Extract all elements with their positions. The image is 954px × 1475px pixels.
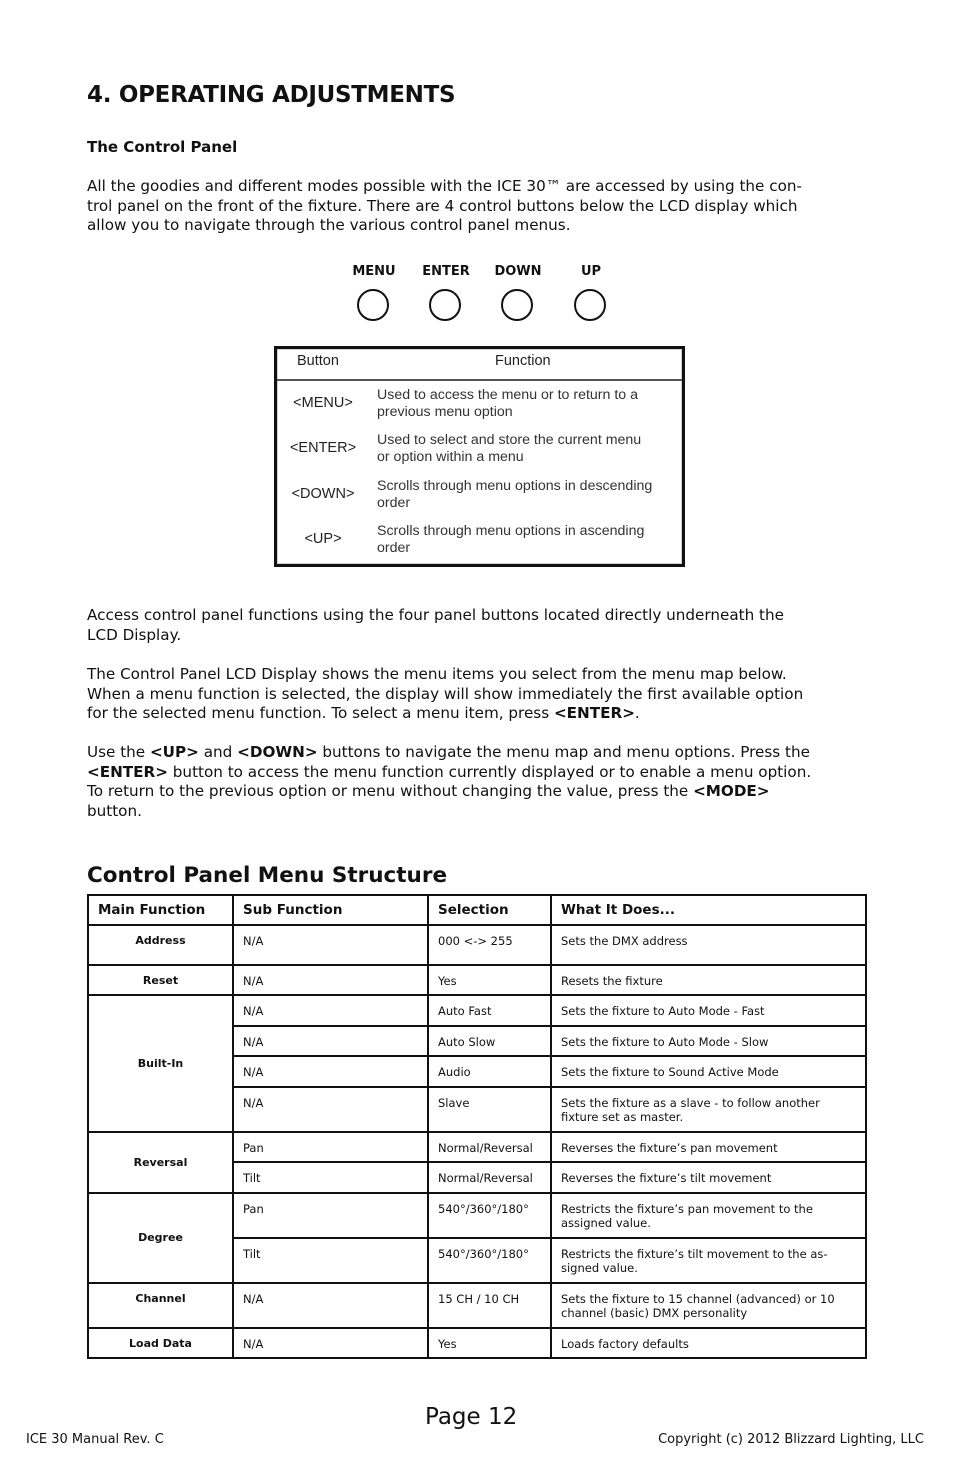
down-key-ref: <DOWN> xyxy=(237,743,318,761)
enter-key-ref: <ENTER> xyxy=(87,762,168,781)
table-row xyxy=(88,925,866,965)
desc-line: or option within a menu xyxy=(377,449,524,465)
desc-line: fixture set as master. xyxy=(561,1110,684,1124)
function-desc xyxy=(377,478,677,512)
enter-key-ref: <ENTER> xyxy=(553,704,635,722)
para-line: button. xyxy=(87,801,142,820)
function-table-header xyxy=(277,349,682,381)
table-row xyxy=(88,1328,866,1359)
desc-line: Sets the fixture to 15 channel (advanced) or 10 xyxy=(561,1291,835,1306)
description-cell: Resets the fixture xyxy=(551,965,866,996)
footer-manual-rev: ICE 30 Manual Rev. C xyxy=(26,1432,164,1447)
para-text: . xyxy=(634,704,640,722)
description-cell xyxy=(551,1283,866,1328)
para-line xyxy=(87,763,887,783)
down-button-label: DOWN xyxy=(494,264,542,279)
desc-line: order xyxy=(377,540,411,556)
description-cell: Reverses the fixture’s tilt movement xyxy=(551,1162,866,1193)
sub-function-cell: N/A xyxy=(233,1087,428,1132)
intro-line: trol panel on the front of the fixture. There are 4 control buttons below the LCD display which xyxy=(87,196,798,215)
selection-cell: Auto Slow xyxy=(428,1026,551,1057)
intro-paragraph xyxy=(87,177,877,236)
desc-line: Used to select and store the current menu xyxy=(377,432,642,448)
menu-structure-title: Control Panel Menu Structure xyxy=(87,863,448,888)
desc-line: order xyxy=(377,495,411,511)
desc-line: assigned value. xyxy=(561,1216,651,1230)
selection-cell: Yes xyxy=(428,965,551,996)
lcd-paragraph xyxy=(87,665,877,724)
sub-function-cell: N/A xyxy=(233,1056,428,1087)
main-function-cell: Degree xyxy=(88,1193,233,1283)
para-line: When a menu function is selected, the display will show immediately the first available option xyxy=(87,684,804,703)
table-header-row xyxy=(88,895,866,925)
para-text: button to access the menu function currently displayed or to enable a menu option. xyxy=(167,762,812,781)
page-heading: 4. OPERATING ADJUSTMENTS xyxy=(87,82,456,108)
section-title: The Control Panel xyxy=(87,138,238,156)
selection-cell: Yes xyxy=(428,1328,551,1359)
para-text: and xyxy=(198,743,238,761)
description-cell: Sets the fixture to Sound Active Mode xyxy=(551,1056,866,1087)
selection-cell: 15 CH / 10 CH xyxy=(428,1283,551,1328)
function-row-down xyxy=(277,478,682,523)
col-header: Sub Function xyxy=(233,895,428,925)
col-header: Main Function xyxy=(88,895,233,925)
description-cell: Loads factory defaults xyxy=(551,1328,866,1359)
para-text: To return to the previous option or menu without changing the value, press the xyxy=(87,782,694,800)
up-button-icon xyxy=(574,289,606,321)
desc-line: Sets the fixture as a slave - to follow another xyxy=(561,1095,820,1110)
col-header: Selection xyxy=(428,895,551,925)
selection-cell: 000 <-> 255 xyxy=(428,925,551,965)
description-cell xyxy=(551,1193,866,1238)
table-row xyxy=(88,965,866,996)
para-text: for the selected menu function. To select a menu item, press xyxy=(87,704,554,722)
main-function-cell: Reset xyxy=(88,965,233,996)
desc-line: Restricts the fixture’s pan movement to the xyxy=(561,1201,813,1216)
sub-function-cell: Tilt xyxy=(233,1238,428,1283)
up-key-ref: <UP> xyxy=(149,743,199,761)
selection-cell: Slave xyxy=(428,1087,551,1132)
intro-line: All the goodies and different modes possible with the ICE 30™ are accessed by using the con- xyxy=(87,177,802,195)
main-function-cell: Load Data xyxy=(88,1328,233,1359)
table-row xyxy=(88,1132,866,1163)
selection-cell: Audio xyxy=(428,1056,551,1087)
mode-key-ref: <MODE> xyxy=(693,782,770,800)
para-text: buttons to navigate the menu map and menu options. Press the xyxy=(317,743,810,761)
description-cell xyxy=(551,1238,866,1283)
desc-line: channel (basic) DMX personality xyxy=(561,1306,748,1320)
sub-function-cell: N/A xyxy=(233,995,428,1026)
button-function-table xyxy=(274,346,685,567)
description-cell xyxy=(551,1087,866,1132)
function-row-up xyxy=(277,523,682,568)
selection-cell: Normal/Reversal xyxy=(428,1132,551,1163)
para-text: Use the xyxy=(87,743,150,761)
desc-line: Scrolls through menu options in descending xyxy=(377,478,653,494)
col-header: What It Does... xyxy=(551,895,866,925)
sub-function-cell: N/A xyxy=(233,965,428,996)
sub-function-cell: N/A xyxy=(233,1328,428,1359)
description-cell: Sets the DMX address xyxy=(551,925,866,965)
selection-cell: Normal/Reversal xyxy=(428,1162,551,1193)
desc-line: Used to access the menu or to return to a xyxy=(377,387,639,403)
page-number: Page 12 xyxy=(425,1404,518,1430)
desc-line: Restricts the fixture’s tilt movement to the as- xyxy=(561,1246,828,1261)
selection-cell: 540°/360°/180° xyxy=(428,1238,551,1283)
enter-button-icon xyxy=(429,289,461,321)
header-button: Button xyxy=(297,353,339,369)
sub-function-cell: N/A xyxy=(233,925,428,965)
function-desc xyxy=(377,387,677,421)
para-line: The Control Panel LCD Display shows the menu items you select from the menu map below. xyxy=(87,665,787,683)
description-cell: Sets the fixture to Auto Mode - Fast xyxy=(551,995,866,1026)
menu-button-icon xyxy=(357,289,389,321)
access-paragraph xyxy=(87,606,877,645)
main-function-cell: Reversal xyxy=(88,1132,233,1193)
description-cell: Reverses the fixture’s pan movement xyxy=(551,1132,866,1163)
main-function-cell: Built-In xyxy=(88,995,233,1132)
sub-function-cell: N/A xyxy=(233,1283,428,1328)
menu-button-label: MENU xyxy=(352,264,396,279)
selection-cell: Auto Fast xyxy=(428,995,551,1026)
table-row xyxy=(88,1283,866,1328)
navigation-paragraph xyxy=(87,743,887,821)
desc-line: signed value. xyxy=(561,1261,638,1275)
function-row-enter xyxy=(277,432,682,477)
desc-line: Scrolls through menu options in ascending xyxy=(377,523,645,539)
main-function-cell: Channel xyxy=(88,1283,233,1328)
para-line xyxy=(87,743,887,763)
para-line xyxy=(87,704,877,724)
function-key: <ENTER> xyxy=(289,440,357,456)
sub-function-cell: Tilt xyxy=(233,1162,428,1193)
header-function: Function xyxy=(495,353,551,369)
up-button-label: UP xyxy=(580,264,602,279)
function-desc xyxy=(377,523,677,557)
function-key: <MENU> xyxy=(293,395,353,411)
function-row-menu xyxy=(277,387,682,432)
intro-line: allow you to navigate through the various control panel menus. xyxy=(87,216,571,234)
table-row xyxy=(88,1193,866,1238)
function-key: <UP> xyxy=(304,531,342,547)
sub-function-cell: N/A xyxy=(233,1026,428,1057)
description-cell: Sets the fixture to Auto Mode - Slow xyxy=(551,1026,866,1057)
para-line: Access control panel functions using the four panel buttons located directly underneath the xyxy=(87,606,784,624)
function-key: <DOWN> xyxy=(291,486,355,502)
sub-function-cell: Pan xyxy=(233,1193,428,1238)
main-function-cell: Address xyxy=(88,925,233,965)
down-button-icon xyxy=(501,289,533,321)
menu-structure-table xyxy=(87,894,867,1359)
table-row xyxy=(88,995,866,1026)
selection-cell: 540°/360°/180° xyxy=(428,1193,551,1238)
sub-function-cell: Pan xyxy=(233,1132,428,1163)
footer-copyright: Copyright (c) 2012 Blizzard Lighting, LLC xyxy=(658,1432,924,1447)
desc-line: previous menu option xyxy=(377,404,513,420)
para-line xyxy=(87,782,887,802)
function-desc xyxy=(377,432,677,466)
enter-button-label: ENTER xyxy=(422,264,470,279)
para-line: LCD Display. xyxy=(87,625,182,644)
